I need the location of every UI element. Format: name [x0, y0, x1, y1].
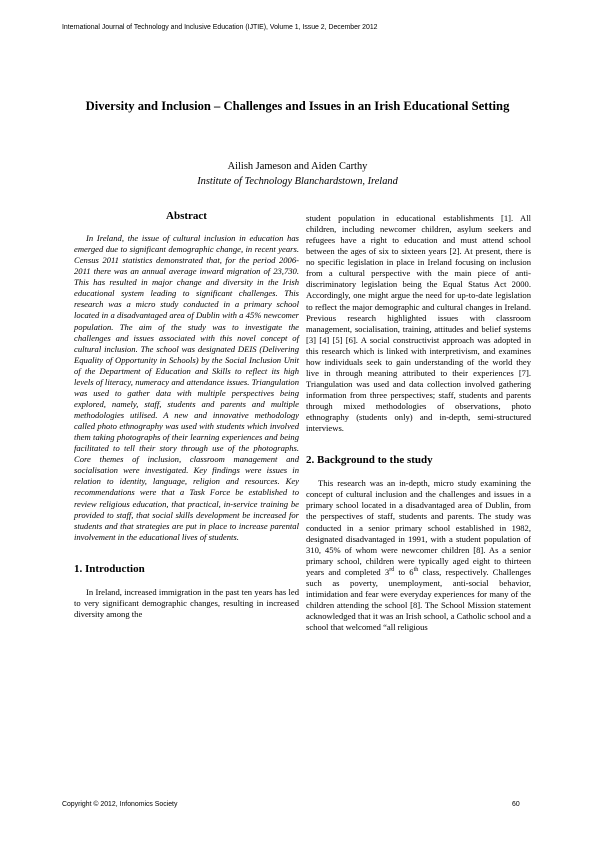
footer-page-number: 60 [512, 801, 520, 808]
background-heading: 2. Background to the study [306, 454, 433, 467]
right-column [306, 213, 531, 633]
abstract-body: In Ireland, the issue of cultural inclusion in education has emerged due to significant demographic change, in recent years. Census 2011 statistics demonstrated that, for the period 2006-2011 there was an annual average inward migration of 23,730. This has resulted in major change and diversity in the Irish educational system leading to significant challenges. This research was a micro study conducted in a primary school located in a disadvantaged area of Dublin with a 45% newcomer population. The aim of the study was to investigate the challenges and issues associated with this novel concept of cultural inclusion. The school was designated DEIS (Delivering Equality of Opportunity in Schools) by the Social Inclusion Unit of the Department of Education and Skills to reflect its high levels of literacy, numeracy and attendance issues. Triangulation was used to gather data with multiple perspectives being explored, namely, staff, students and parents and multiple methodologies utilised. A new and innovative methodology called photo ethnography was used with students which involved them taking photographs of their learning experiences and being facilitated to tell their story through use of the photographs. Core themes of inclusion, classroom management and socialisation were investigated. Key findings were issues in relation to identity, language, religion and resources. Key recommendations were that a Task Force be established to review religious education, that practical, in-service training be provided to staff, that social skills development be increased for students and that strategies are put in place to increase parental involvement in the educational lives of students. [74, 233, 299, 542]
ordinal-suffix-th: th [413, 566, 419, 573]
background-text-c: class, respectively. Challenges such as poverty, unemployment, anti-social behavior, intimidation and fear were everyday experiences for many of the children attending the school [8]. The School Mission statement acknowledged that it was an Irish school, a Catholic school and a school that welcomed “all religious [306, 566, 531, 633]
footer-copyright: Copyright © 2012, Infonomics Society [62, 801, 178, 808]
introduction-heading: 1. Introduction [74, 562, 145, 575]
background-text-a: This research was an in-depth, micro study examining the concept of cultural inclusion and the challenges and issues in a primary school located in a disadvantaged area of Dublin, from the perspectives of staff, students and parents. The study was conducted in a senior primary school established in 1982, designated disadvantaged in 1991, with a student population of 310, 45% of whom were newcomer children [8]. As a senior primary school, children were typically aged eight to thirteen years and completed 3 [306, 478, 531, 577]
running-head: International Journal of Technology and Inclusive Education (IJTIE), Volume 1, Issue 2, December 2012 [62, 24, 378, 31]
ordinal-suffix-rd: rd [389, 566, 395, 573]
abstract-heading: Abstract [166, 210, 207, 222]
paper-title: Diversity and Inclusion – Challenges and Issues in an Irish Educational Setting [85, 99, 510, 113]
background-text-b: to 6 [394, 566, 414, 577]
left-column [74, 210, 299, 620]
introduction-paragraph-continued: student population in educational establishments [1]. All children, including newcomer children, asylum seekers and refugees have a right to education and must attend school between the ages of six to sixteen years [2]. At present, there is no specific legislation in place in Ireland focusing on inclusion from a cultural perspective with the main piece of anti-discriminatory legislation being the Equal Status Act 2000. Accordingly, one might argue the need for up-to-date legislation to reflect the major demographic and cultural changes in Ireland. Previous research highlighted issues with classroom management, socialisation, training, attitudes and belief systems [3] [4] [5] [6]. A social constructivist approach was adopted in this research which is linked with interpretivism, and examines how individuals seek to gain understanding of the world they live in through meaning attributed to their experiences [7]. Triangulation was used and data collection involved gathering information from three perspectives; staff, students and parents through mixed methodologies of observations, photo ethnography (students only) and in-depth, semi-structured interviews. [306, 213, 531, 434]
authors: Ailish Jameson and Aiden Carthy [227, 161, 368, 172]
introduction-paragraph: In Ireland, increased immigration in the past ten years has led to very significant demographic changes, resulting in increased diversity among the [74, 586, 299, 619]
affiliation: Institute of Technology Blanchardstown, Ireland [197, 176, 398, 187]
background-paragraph [306, 478, 531, 633]
